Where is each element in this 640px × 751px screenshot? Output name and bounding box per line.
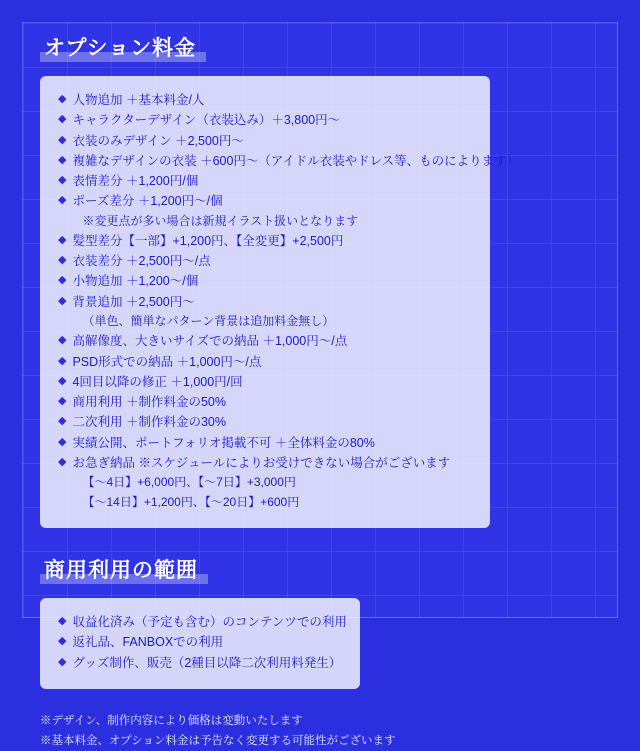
diamond-icon: ◆ (58, 133, 67, 146)
diamond-icon: ◆ (58, 655, 67, 668)
diamond-icon: ◆ (58, 113, 67, 126)
options-title-wrap (40, 30, 206, 64)
scope-section-title: 商用利用の範囲 (44, 559, 198, 582)
list-item (58, 131, 472, 151)
options-section-title: オプション料金 (44, 37, 197, 60)
list-item (58, 433, 472, 453)
list-item (58, 110, 472, 130)
scope-title-wrap (40, 552, 208, 586)
scope-section (40, 552, 600, 689)
list-item-label: 衣装差分 ＋2,500円〜/点 (72, 254, 211, 269)
list-item (58, 612, 347, 632)
list-item-label: お急ぎ納品 ※スケジュールによりお受けできない場合がございます (72, 455, 451, 470)
list-item-label: 実績公開、ポートフォリオ掲載不可 ＋全体料金の80% (72, 435, 375, 450)
list-item-label: 衣装のみデザイン ＋2,500円〜 (72, 133, 244, 148)
list-item (58, 171, 472, 191)
list-item-label: PSD形式での納品 ＋1,000円〜/点 (72, 354, 262, 369)
content-area (40, 30, 600, 751)
list-item-label: ポーズ差分 ＋1,200円〜/個 (72, 194, 223, 209)
list-item-label: 商用利用 ＋制作料金の50% (72, 395, 226, 410)
list-item-note (58, 473, 472, 492)
list-item-note (58, 312, 472, 331)
list-item (58, 372, 472, 392)
list-item-label: 収益化済み（予定も含む）のコンテンツでの利用 (72, 615, 347, 629)
list-item (58, 412, 472, 432)
list-item (58, 453, 472, 473)
list-item (58, 392, 472, 412)
list-item (58, 191, 472, 211)
list-item-label: 背景追加 ＋2,500円〜 (72, 294, 195, 309)
list-item-label: 複雑なデザインの衣装 ＋600円〜（アイドル衣装やドレス等、ものによります） (72, 153, 520, 168)
list-item-label: 人物追加 ＋基本料金/人 (72, 93, 205, 107)
diamond-icon: ◆ (58, 415, 67, 428)
list-item (58, 632, 342, 652)
list-item (58, 90, 472, 110)
diamond-icon: ◆ (58, 93, 67, 105)
diamond-icon: ◆ (58, 455, 67, 468)
footer-notes (40, 711, 600, 751)
list-item-note-label: 【〜14日】+1,200円、【〜20日】+600円 (82, 494, 300, 509)
diamond-icon: ◆ (58, 374, 67, 387)
list-item-label: 二次利用 ＋制作料金の30% (72, 415, 226, 430)
list-item-label: 髪型差分【一部】+1,200円、【全変更】+2,500円 (72, 233, 344, 248)
list-item-label: 高解像度、大きいサイズでの納品 ＋1,000円〜/点 (72, 334, 348, 349)
list-item (58, 292, 472, 312)
diamond-icon: ◆ (58, 233, 67, 246)
list-item-note-label: ※変更点が多い場合は新規イラスト扱いとなります (82, 213, 359, 228)
list-item-label: 返礼品、FANBOXでの利用 (72, 635, 224, 650)
list-item-label: 表情差分 ＋1,200円/個 (72, 174, 199, 188)
diamond-icon: ◆ (58, 153, 67, 166)
diamond-icon: ◆ (58, 615, 67, 627)
diamond-icon: ◆ (58, 254, 67, 267)
list-item (58, 653, 342, 673)
diamond-icon: ◆ (58, 274, 67, 287)
list-item (58, 251, 472, 271)
list-item-label: 小物追加 ＋1,200〜/個 (72, 274, 199, 289)
note-line: ※基本料金、オプション料金は予告なく変更する可能性がございます (40, 734, 396, 747)
diamond-icon: ◆ (58, 174, 67, 186)
diamond-icon: ◆ (58, 435, 67, 448)
list-item-note-label: （単色、簡単なパターン背景は追加料金無し） (82, 313, 335, 328)
list-item-note-label: 【〜4日】+6,000円、【〜7日】+3,000円 (82, 475, 296, 490)
list-item-label: グッズ制作、販売（2種目以降二次利用料発生） (72, 655, 342, 670)
options-section (40, 30, 600, 528)
list-item-note (58, 212, 472, 231)
diamond-icon: ◆ (58, 194, 67, 207)
diamond-icon: ◆ (58, 334, 67, 347)
diamond-icon: ◆ (58, 354, 67, 367)
diamond-icon: ◆ (58, 635, 67, 648)
diamond-icon: ◆ (58, 395, 67, 408)
list-item (58, 331, 472, 351)
list-item (58, 352, 472, 372)
note-line: ※デザイン、制作内容により価格は変動いたします (40, 714, 303, 727)
list-item-label: キャラクターデザイン（衣装込み）＋3,800円〜 (72, 113, 341, 128)
diamond-icon: ◆ (58, 294, 67, 307)
list-item-label: 4回目以降の修正 ＋1,000円/回 (72, 374, 243, 389)
scope-card (40, 598, 360, 689)
list-item-note (58, 493, 472, 512)
options-card (40, 76, 520, 528)
list-item (58, 231, 472, 251)
list-item (58, 271, 472, 291)
list-item (58, 151, 520, 171)
